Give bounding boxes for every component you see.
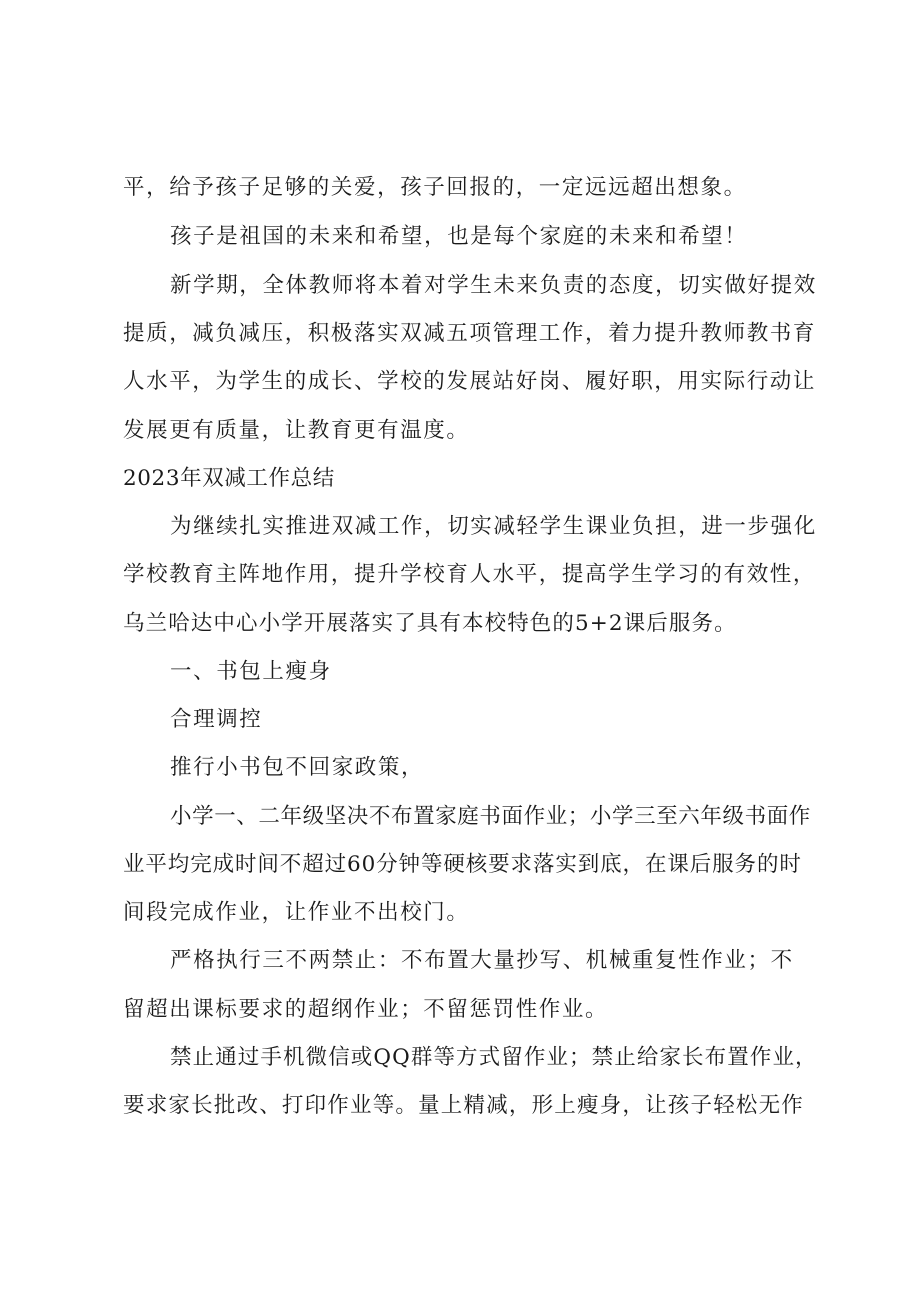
paragraph-line: 人水平，为学生的成长、学校的发展站好岗、履好职，用实际行动让: [123, 369, 817, 394]
paragraph-line: 严格执行三不两禁止：不布置大量抄写、机械重复性作业；不: [170, 948, 794, 973]
paragraph-line: 推行小书包不回家政策，: [170, 755, 425, 780]
paragraph-line: 孩子是祖国的未来和希望，也是每个家庭的未来和希望！: [170, 224, 748, 249]
paragraph-line: 乌兰哈达中心小学开展落实了具有本校特色的5+2课后服务。: [123, 611, 737, 636]
paragraph-line: 留超出课标要求的超纲作业；不留惩罚性作业。: [123, 997, 609, 1022]
paragraph-line: 小学一、二年级坚决不布置家庭书面作业；小学三至六年级书面作: [170, 804, 811, 829]
paragraph-line: 间段完成作业，让作业不出校门。: [123, 900, 470, 925]
paragraph-line: 学校教育主阵地作用，提升学校育人水平，提高学生学习的有效性，: [123, 562, 817, 587]
paragraph-line: 为继续扎实推进双减工作，切实减轻学生课业负担，进一步强化: [170, 514, 817, 539]
section-title: 2023年双减工作总结: [123, 466, 335, 491]
paragraph-line: 新学期，全体教师将本着对学生未来负责的态度，切实做好提效: [170, 273, 817, 298]
paragraph-line: 禁止通过手机微信或QQ群等方式留作业；禁止给家长布置作业，: [170, 1045, 818, 1070]
subheading: 合理调控: [170, 707, 263, 732]
paragraph-line: 发展更有质量，让教育更有温度。: [123, 418, 470, 443]
paragraph-line: 提质，减负减压，积极落实双减五项管理工作，着力提升教师教书育: [123, 321, 817, 346]
paragraph-line: 业平均完成时间不超过60分钟等硬核要求落实到底，在课后服务的时: [123, 852, 802, 877]
paragraph-line: 要求家长批改、打印作业等。量上精减，形上瘦身，让孩子轻松无作: [123, 1093, 805, 1118]
subheading: 一、书包上瘦身: [170, 659, 332, 684]
paragraph-line: 平，给予孩子足够的关爱，孩子回报的，一定远远超出想象。: [123, 175, 747, 200]
